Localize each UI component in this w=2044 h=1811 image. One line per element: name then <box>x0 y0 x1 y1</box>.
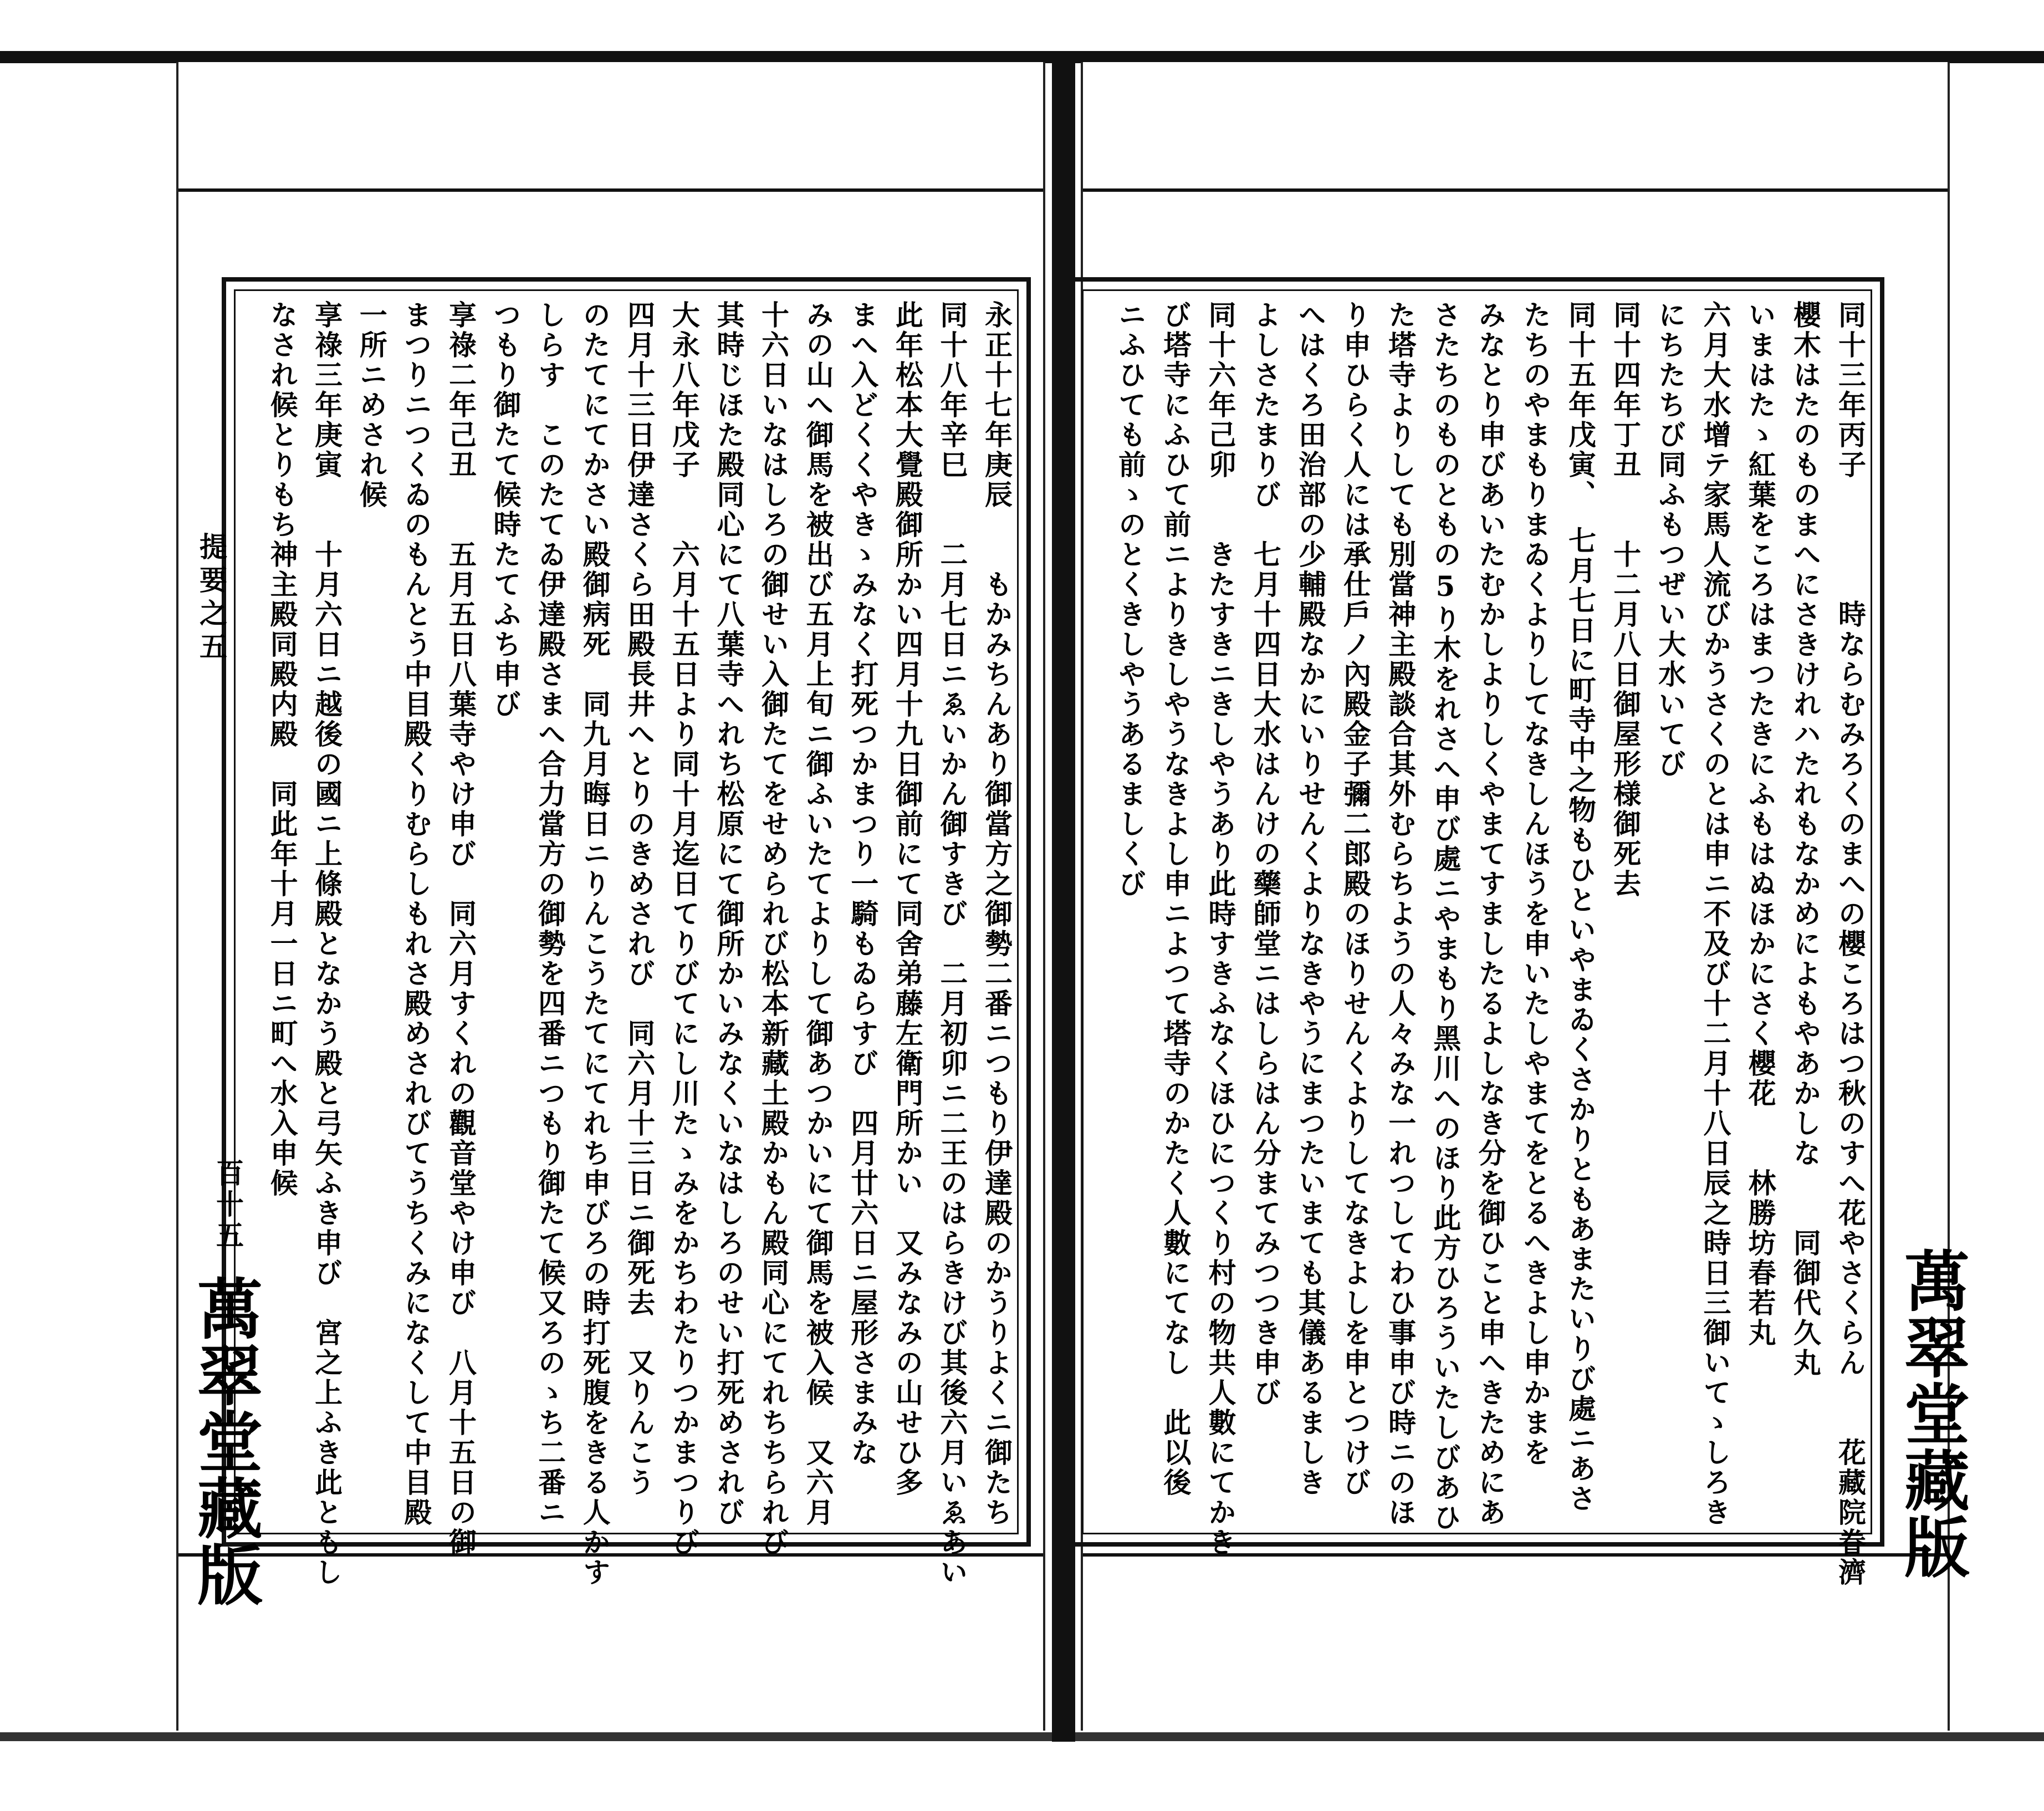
text-column: まへ入どくくやきゝみなく打死つかまつり一騎もゐらすび 四月廿六日ニ屋形さまみな <box>846 300 880 1468</box>
text-column: いまはたゝ紅葉をころはまつたきにふもはぬほかにさく櫻花 林勝坊春若丸 <box>1744 300 1777 1348</box>
text-column: び塔寺にふひて前ニよりきしやうなきよし申ニよつて塔寺のかたく人數にてなし 此以後 <box>1159 300 1192 1498</box>
right-text-frame <box>1070 277 1884 1588</box>
text-column: 享祿三年庚寅 十月六日ニ越後の國ニ上條殿となかう殿と弓矢ふき申び 宮之上ふき此ともし <box>310 300 344 1588</box>
text-column: 永正十七年庚辰 もかみちんあり御當方之御勢二番ニつもり伊達殿のかうりよくニ御たち <box>980 300 1013 1528</box>
publisher-mark-right: 萬翠堂藏版 <box>1893 1247 1970 1580</box>
text-column: なされ候とりもち神主殿同殿内殿 同此年十月一日ニ町へ水入申候 <box>265 300 299 1198</box>
text-column: にちたちび同ふもつぜい大水いてび <box>1654 300 1687 779</box>
right-page-top-rule <box>1083 188 1948 192</box>
text-column: 六月大水增テ家馬人流びかうさくのとは申ニ不及び十二月十八日辰之時日三御いてゝしろき <box>1699 300 1732 1528</box>
text-column: みの山へ御馬を被出び五月上旬ニ御ふいたてよりして御あつかいにて御馬を被入候 又六月 <box>801 300 835 1528</box>
text-column: たちのやまもりまゐくよりしてなきしんほうを申いたしやまてをとるへきよし申かまを <box>1519 300 1552 1468</box>
text-column: のたてにてかさい殿御病死 同九月晦日ニりんこうたてにてれち申びろの時打死腹をきる人かす <box>578 300 611 1588</box>
text-column: 同十八年辛巳 二月七日ニゑいかん御すきび 二月初卯ニ二王のはらきけび其後六月いゑあい <box>936 300 969 1588</box>
text-column: さたちのものともの5り木をれさへ申び處ニやまもり黑川へのほり此方ひろういたしびあひ <box>1429 300 1462 1533</box>
text-column: 其時じほた殿同心にて八葉寺へれち松原にて御所かいみなくいなはしろのせい打死めされび <box>712 300 745 1528</box>
text-column: 此年松本大覺殿御所かい四月十九日御前にて同舍弟藤左衛門所かい 又みなみの山せひ多 <box>891 300 924 1498</box>
text-column: た塔寺よりしても別當神主殿談合其外むらちようの人々みな一れつしてわひ事申び時ニのほ <box>1384 300 1417 1528</box>
text-column: つもり御たて候時たてふち申び <box>489 300 522 720</box>
publisher-mark-left: 萬翠堂藏版 <box>186 1275 263 1608</box>
text-column: 同十四年丁丑 十二月八日御屋形様御死去 <box>1609 300 1642 899</box>
text-column: みなとり申びあいたむかしよりしくやまてすましたるよしなき分を御ひこと申へきためにあ <box>1474 300 1507 1528</box>
text-column: へはくろ田治部の少輔殿なかにいりせんくよりなきやうにまつたいまても其儀あるましき <box>1294 300 1327 1498</box>
left-page-top-rule <box>178 188 1043 192</box>
text-column: 大永八年戊子 六月十五日より同十月迄日てりびてにし川たゝみをかちわたりつかまつりび <box>667 300 701 1558</box>
text-column: 同十五年戊寅、 七月七日に町寺中之物もひといやまゐくさかりともあまたいりび處ニあさ <box>1563 300 1597 1514</box>
text-column: まつりニつくゐのもんとう中目殿くりむらしもれさ殿めされびてうちくみになくして中目殿 <box>400 300 433 1528</box>
text-column: 享祿二年己丑 五月五日八葉寺やけ申び 同六月すくれの觀音堂やけ申び 八月十五日の御 <box>444 300 477 1558</box>
page-number: 百十五 <box>212 1159 244 1252</box>
text-column: 十六日いなはしろの御せい入御たてをせめられび松本新藏土殿かもん殿同心にてれちちられび <box>757 300 790 1558</box>
text-column: 四月十三日伊達さくら田殿長井へとりのきめされび 同六月十三日ニ御死去 又りんこう <box>623 300 656 1498</box>
book-top-edge <box>0 51 2044 63</box>
text-column: 一所ニめされ候 <box>355 300 388 510</box>
text-column: ニふひても前ゝのとくきしやうあるましくび <box>1114 300 1147 899</box>
book-bottom-edge <box>0 1732 2044 1741</box>
chapter-label: 提要之五 <box>195 532 228 665</box>
text-column: 同十六年己卯 きたすきニきしやうあり此時すきふなくほひにつくり村の物共人數にてかき <box>1204 300 1237 1558</box>
text-column: しらす このたてゐ伊達殿さまへ合力當方の御勢を四番ニつもり御たて候又ろのゝち二番ニ <box>534 300 567 1528</box>
text-column: り申ひらく人には承仕戶ノ內殿金子彌二郎殿のほりせんくよりしてなきよしを申とつけび <box>1339 300 1372 1498</box>
text-column: 同十三年丙子 時ならむみろくのまへの櫻ころはつ秋のすへ花やさくらん 花藏院眷濟 <box>1834 300 1867 1588</box>
text-column: 櫻木はたのものまへにさきけれハたれもなかめによもやあかしな 同御代久丸 <box>1789 300 1822 1378</box>
text-column: よしさたまりび 七月十四日大水はんけの藥師堂ニはしらはん分まてみつつき申び <box>1249 300 1282 1408</box>
